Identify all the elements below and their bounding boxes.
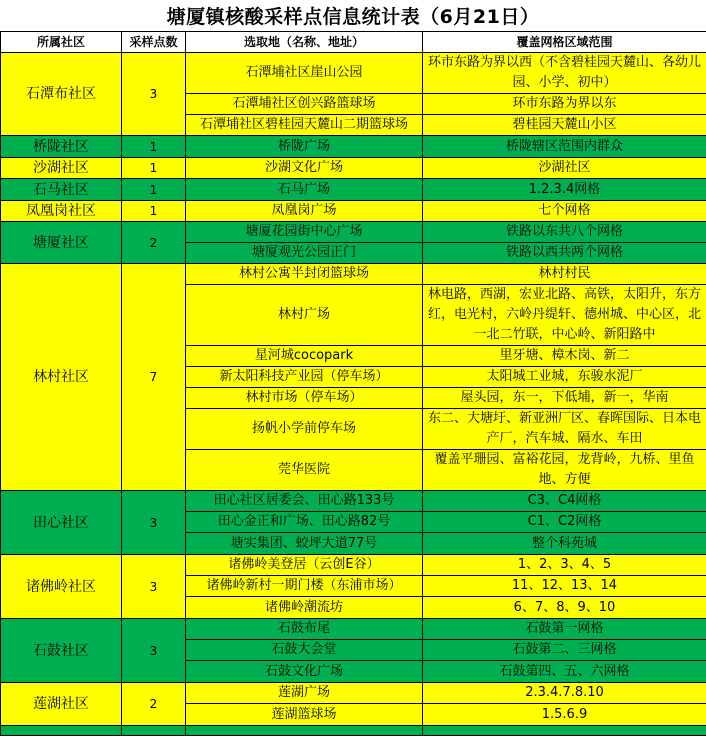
table-row	[1, 158, 706, 179]
community-cell: 沙湖社区	[1, 158, 122, 179]
header-row	[1, 32, 706, 53]
header-coverage: 覆盖网格区域范围	[423, 32, 706, 53]
site-cell: 扬帆小学前停车场	[186, 409, 423, 450]
site-count-cell: 1	[122, 158, 186, 179]
site-cell: 凤凰岗广场	[186, 201, 423, 222]
community-cell: 桥陇社区	[1, 136, 122, 158]
table-row	[1, 222, 706, 243]
site-cell: 石马广场	[186, 179, 423, 201]
table-row	[1, 264, 706, 285]
site-cell: 林村广场	[186, 285, 423, 346]
site-count-cell: 3	[122, 491, 186, 555]
coverage-cell: 2.3.4.7.8.10	[423, 683, 706, 704]
site-cell: 莞华医院	[186, 450, 423, 491]
community-cell: 林村社区	[1, 264, 122, 491]
coverage-cell: 七个网格	[423, 201, 706, 222]
site-cell: 莲湖广场	[186, 683, 423, 704]
community-cell: 田心社区	[1, 491, 122, 555]
coverage-cell: C1、C2网格	[423, 512, 706, 533]
site-cell: 石鼓文化广场	[186, 661, 423, 683]
coverage-cell: 太阳城工业城，东骏水泥厂	[423, 367, 706, 388]
sampling-table	[0, 31, 706, 736]
coverage-cell: 覆盖平珊园、富裕花园，龙背岭，九桥、里鱼地、方便	[423, 450, 706, 491]
coverage-cell: 1.5.6.9	[423, 704, 706, 726]
table-row	[1, 491, 706, 512]
header-community: 所属社区	[1, 32, 122, 53]
coverage-cell: 里牙塘、樟木岗、新二	[423, 346, 706, 367]
site-cell: 诸佛岭美登居（云创E谷）	[186, 555, 423, 576]
page-title: 塘厦镇核酸采样点信息统计表（6月21日）	[0, 0, 706, 31]
site-cell: 石潭埔社区崖山公园	[186, 53, 423, 94]
community-cell: 石鼓社区	[1, 619, 122, 683]
table-row	[1, 179, 706, 201]
coverage-cell: 碧桂园天麓山小区	[423, 115, 706, 136]
coverage-cell: 1.2.3.4网格	[423, 179, 706, 201]
header-count: 采样点数	[122, 32, 186, 53]
coverage-cell: 屋头园，东一，下低埔，新一，华南	[423, 388, 706, 409]
site-count-cell: 3	[122, 619, 186, 683]
community-cell: 凤凰岗社区	[1, 201, 122, 222]
coverage-cell: 石鼓第一网格	[423, 619, 706, 640]
table-body	[1, 53, 706, 736]
coverage-cell: 铁路以西共两个网格	[423, 243, 706, 264]
site-cell: 石鼓布尾	[186, 619, 423, 640]
coverage-cell: 1、2、3、4、5	[423, 555, 706, 576]
coverage-cell: 石鼓第二、三网格	[423, 640, 706, 661]
site-count-cell: 2	[122, 222, 186, 264]
coverage-cell: C3、C4网格	[423, 491, 706, 512]
coverage-cell: 东二、大塘圩、新亚洲厂区、春晖国际、日本电产厂，汽车城、隔水、车田	[423, 409, 706, 450]
site-cell: 沙湖文化广场	[186, 158, 423, 179]
site-cell: 林村市场（停车场）	[186, 388, 423, 409]
site-cell: 林村公寓半封闭篮球场	[186, 264, 423, 285]
coverage-cell: 环市东路为界以西（不含碧桂园天麓山、各幼儿园、小学、初中）	[423, 53, 706, 94]
site-cell: 桥陇广场	[186, 136, 423, 158]
site-cell: 新太阳科技产业园（停车场）	[186, 367, 423, 388]
site-cell: 石潭埔社区创兴路篮球场	[186, 94, 423, 115]
site-cell: 诸佛岭新村一期门楼（东浦市场）	[186, 576, 423, 597]
coverage-cell: 石鼓第四、五、六网格	[423, 661, 706, 683]
site-cell: 诸佛岭潮流坊	[186, 597, 423, 619]
site-cell: 石鼓大会堂	[186, 640, 423, 661]
site-cell: 莲湖篮球场	[186, 704, 423, 726]
community-cell: 石马社区	[1, 179, 122, 201]
site-cell: 田心金正和广场、田心路82号	[186, 512, 423, 533]
table-row	[1, 555, 706, 576]
coverage-cell: 环市东路为界以东	[423, 94, 706, 115]
community-cell: 诸佛岭社区	[1, 555, 122, 619]
site-count-cell: 1	[122, 136, 186, 158]
site-cell: 塘厦观光公园正门	[186, 243, 423, 264]
table-row	[1, 683, 706, 704]
site-count-cell: 3	[122, 53, 186, 136]
site-cell: 塘实集团、蛟坪大道77号	[186, 533, 423, 555]
table-row	[1, 201, 706, 222]
table-row	[1, 136, 706, 158]
community-cell: 塘厦社区	[1, 222, 122, 264]
table-row	[1, 619, 706, 640]
site-cell: 石潭埔社区碧桂园天麓山二期篮球场	[186, 115, 423, 136]
site-count-cell: 7	[122, 264, 186, 491]
site-count-cell: 3	[122, 555, 186, 619]
site-count-cell: 1	[122, 179, 186, 201]
site-count-cell: 1	[122, 201, 186, 222]
community-cell: 莲湖社区	[1, 683, 122, 726]
coverage-cell: 铁路以东共八个网格	[423, 222, 706, 243]
site-cell: 田心社区居委会、田心路133号	[186, 491, 423, 512]
coverage-cell: 整个科苑城	[423, 533, 706, 555]
header-site: 选取地（名称、地址）	[186, 32, 423, 53]
coverage-cell: 桥陇辖区范围内群众	[423, 136, 706, 158]
coverage-cell: 林村村民	[423, 264, 706, 285]
table-row	[1, 53, 706, 94]
coverage-cell: 林电路，西湖，宏业北路、高铁，太阳升，东方红，电光村，六岭丹缇轩、德州城、中心区，北一北二竹联，中心岭、新阳路中	[423, 285, 706, 346]
site-count-cell: 2	[122, 683, 186, 726]
coverage-cell: 11、12、13、14	[423, 576, 706, 597]
site-cell: 塘厦花园街中心广场	[186, 222, 423, 243]
coverage-cell: 沙湖社区	[423, 158, 706, 179]
site-cell: 星河城cocopark	[186, 346, 423, 367]
community-cell: 石潭布社区	[1, 53, 122, 136]
coverage-cell: 6、7、8、9、10	[423, 597, 706, 619]
